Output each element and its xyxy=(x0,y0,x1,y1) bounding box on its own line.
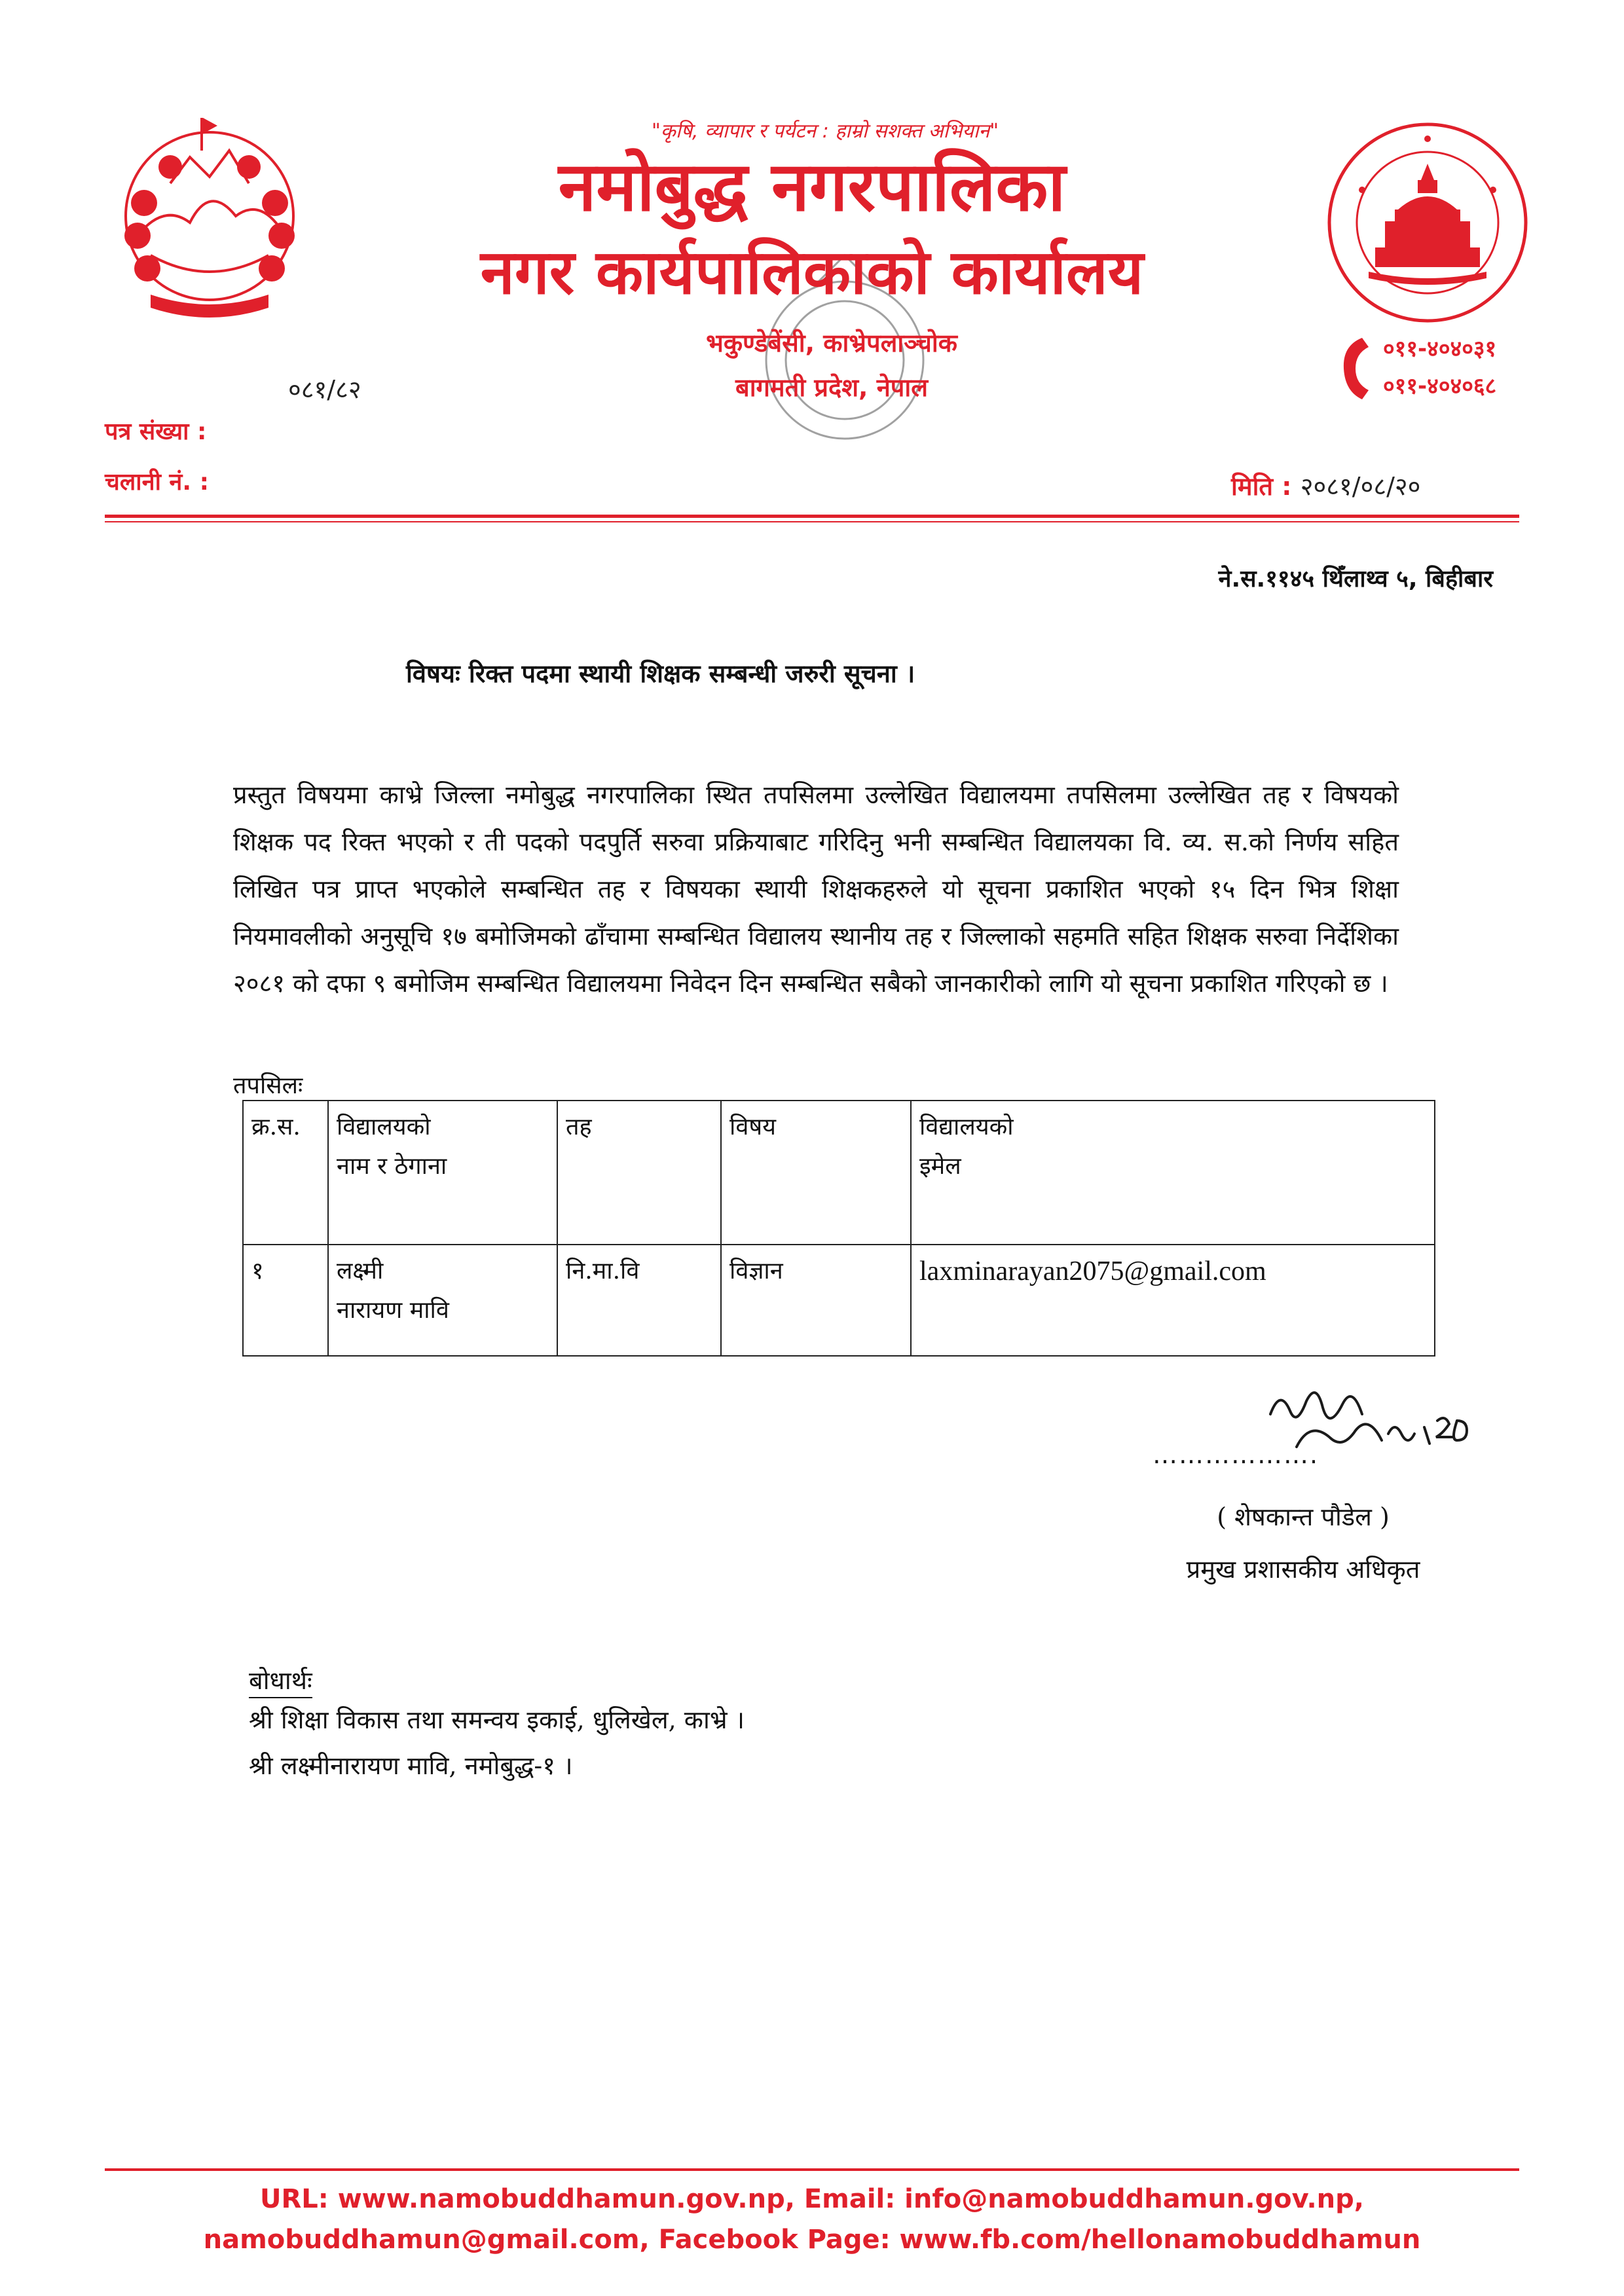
address-line-1: भकुण्डेबेंसी, काभ्रेपलाञ्चोक xyxy=(706,329,957,357)
office-name-municipality: नमोबुद्ध नगरपालिका xyxy=(558,147,1066,227)
phone-number-1: ०११-४०४०३१ xyxy=(1383,336,1497,362)
row-school xyxy=(328,1245,557,1356)
patra-sankhya-label: पत्र संख्या : xyxy=(105,418,207,445)
municipality-logo xyxy=(1323,118,1532,327)
header-subject: विषय xyxy=(721,1101,911,1245)
row-sn: १ xyxy=(243,1245,328,1356)
header-rule-thin xyxy=(105,521,1519,522)
office-name-executive: नगर कार्यपालिकाको कार्यालय xyxy=(480,237,1144,308)
nepal-emblem-logo xyxy=(98,105,321,321)
header-school xyxy=(328,1101,557,1245)
nepal-sambat-date: ने.स.११४५ थिँलाथ्व ५, बिहीबार xyxy=(1218,566,1493,592)
header-email-line-2: इमेल xyxy=(919,1153,961,1180)
bodhartha-item: श्री शिक्षा विकास तथा समन्वय इकाई, धुलिखेल, काभ्रे । xyxy=(249,1705,745,1734)
vacancy-schedule-table xyxy=(242,1100,1435,1357)
fiscal-year-handwritten: ०८१/८२ xyxy=(288,375,361,404)
phone-number-2: ०११-४०४०६८ xyxy=(1383,373,1497,399)
table-header-row xyxy=(243,1101,1435,1245)
row-school-line-1: लक्ष्मी xyxy=(337,1258,384,1285)
header-school-line-2: नाम र ठेगाना xyxy=(337,1153,447,1180)
chalani-label: चलानी नं. : xyxy=(105,469,210,496)
address-line-2: बागमती प्रदेश, नेपाल xyxy=(735,373,928,402)
signature-line: ………………. xyxy=(1153,1440,1320,1469)
bodhartha-item: श्री लक्ष्मीनारायण मावि, नमोबुद्ध-१ । xyxy=(249,1751,573,1780)
phone-icon xyxy=(1336,333,1375,405)
row-school-line-2: नारायण मावि xyxy=(337,1297,449,1324)
row-subject: विज्ञान xyxy=(721,1245,911,1356)
miti-label: मिति : xyxy=(1231,472,1292,501)
footer-contact-line-2: namobuddhamun@gmail.com, Facebook Page: www.fb.com/hellonamobuddhamun xyxy=(203,2225,1421,2255)
letter-body-paragraph: प्रस्तुत विषयमा काभ्रे जिल्ला नमोबुद्ध नगरपालिका स्थित तपसिलमा उल्लेखित विद्यालयमा तपसिलमा उल्लेखित तह र विषयको शिक्षक पद रिक्त भएको र ती पदको पदपुर्ति सरुवा प्रक्रियाबाट गरिदिनु भनी सम्बन्धित विद्यालयका वि. व्य. स.को निर्णय सहित लिखित पत्र प्राप्त भएकोले सम्बन्धित तह र विषयका स्थायी शिक्षकहरुले यो सूचना प्रकाशित भएको १५ दिन भित्र शिक्षा नियमावलीको अनुसूचि १७ बमोजिमको ढाँचामा सम्बन्धित विद्यालय स्थानीय तह र जिल्लाको सहमति सहित शिक्षक सरुवा निर्देशिका २०८१ को दफा ९ बमोजिम सम्बन्धित विद्यालयमा निवेदन दिन सम्बन्धित सबैको जानकारीको लागि यो सूचना प्रकाशित गरिएको छ । xyxy=(233,780,1399,998)
footer-contact-line-1: URL: www.namobuddhamun.gov.np, Email: info@namobuddhamun.gov.np, xyxy=(260,2184,1364,2214)
table-row xyxy=(243,1245,1435,1356)
table-caption: तपसिलः xyxy=(233,1072,303,1099)
header-rule xyxy=(105,515,1519,518)
miti-value: २०८१/०८/२० xyxy=(1300,472,1421,501)
signatory-designation: प्रमुख प्रशासकीय अधिकृत xyxy=(1186,1555,1420,1584)
letter-subject: विषयः रिक्त पदमा स्थायी शिक्षक सम्बन्धी जरुरी सूचना । xyxy=(406,659,915,688)
slogan: "कृषि, व्यापार र पर्यटन : हाम्रो सशक्त अभियान" xyxy=(651,120,999,143)
row-email: laxminarayan2075@gmail.com xyxy=(911,1245,1435,1356)
header-email xyxy=(911,1101,1435,1245)
footer-rule xyxy=(105,2168,1519,2171)
row-level: नि.मा.वि xyxy=(557,1245,721,1356)
header-email-line-1: विद्यालयको xyxy=(919,1114,1014,1140)
signatory-name: ( शेषकान्त पौडेल ) xyxy=(1217,1503,1390,1531)
header-level: तह xyxy=(557,1101,721,1245)
header-sn: क्र.स. xyxy=(243,1101,328,1245)
handwritten-signature xyxy=(1257,1375,1473,1473)
header-school-line-1: विद्यालयको xyxy=(337,1114,431,1140)
miti-field xyxy=(1231,469,1420,503)
bodhartha-label: बोधार्थः xyxy=(249,1663,312,1698)
